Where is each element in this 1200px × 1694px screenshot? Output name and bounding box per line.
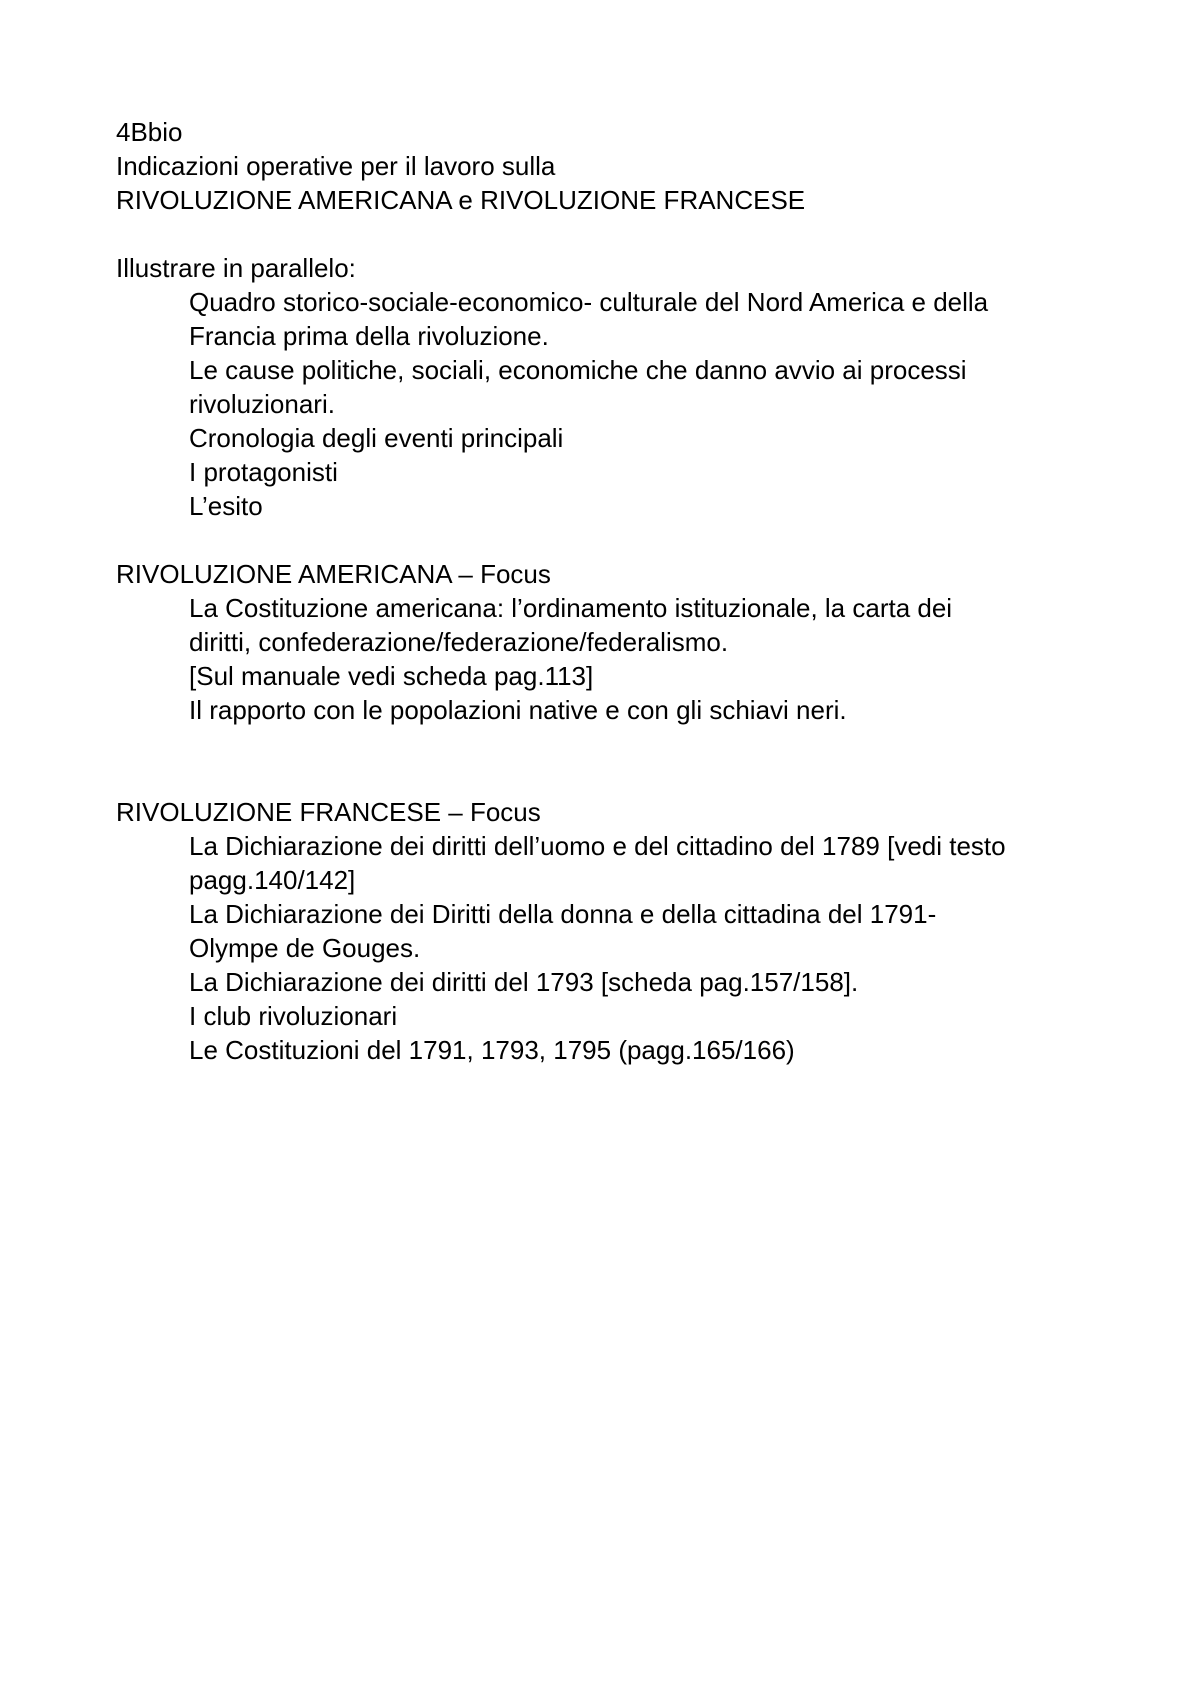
parallel-item-2-line-2: rivoluzionari. — [189, 389, 335, 419]
spacer — [116, 217, 1116, 251]
american-focus-list — [116, 591, 1116, 727]
french-item-2-line-1: La Dichiarazione dei Diritti della donna e della cittadina del 1791- — [189, 899, 937, 929]
american-focus-heading: RIVOLUZIONE AMERICANA – Focus — [116, 559, 551, 589]
parallel-heading: Illustrare in parallelo: — [116, 253, 356, 283]
parallel-item-1-line-1: Quadro storico-sociale-economico- culturale del Nord America e della — [189, 287, 989, 317]
french-item-4: I club rivoluzionari — [189, 1001, 398, 1031]
french-item-2-line-2: Olympe de Gouges. — [189, 933, 421, 963]
parallel-item-5: L’esito — [189, 491, 263, 521]
document-body — [116, 115, 1116, 1067]
american-item-1-line-2: diritti, confederazione/federazione/federalismo. — [189, 627, 729, 657]
french-focus-heading: RIVOLUZIONE FRANCESE – Focus — [116, 797, 541, 827]
american-item-1-line-1: La Costituzione americana: l’ordinamento istituzionale, la carta dei — [189, 593, 953, 623]
document-subtitle: Indicazioni operative per il lavoro sulla — [116, 151, 556, 181]
french-focus-list — [116, 829, 1116, 1067]
parallel-item-1-line-2: Francia prima della rivoluzione. — [189, 321, 549, 351]
parallel-item-3: Cronologia degli eventi principali — [189, 423, 564, 453]
parallel-item-2-line-1: Le cause politiche, sociali, economiche che danno avvio ai processi — [189, 355, 967, 385]
french-item-3: La Dichiarazione dei diritti del 1793 [scheda pag.157/158]. — [189, 967, 859, 997]
spacer — [116, 727, 1116, 795]
document-title: RIVOLUZIONE AMERICANA e RIVOLUZIONE FRANCESE — [116, 185, 806, 215]
parallel-list — [116, 285, 1116, 523]
parallel-item-4: I protagonisti — [189, 457, 338, 487]
american-item-3: Il rapporto con le popolazioni native e con gli schiavi neri. — [189, 695, 847, 725]
class-code: 4Bbio — [116, 117, 183, 147]
french-item-1-line-2: pagg.140/142] — [189, 865, 356, 895]
spacer — [116, 523, 1116, 557]
french-item-5: Le Costituzioni del 1791, 1793, 1795 (pagg.165/166) — [189, 1035, 795, 1065]
french-item-1-line-1: La Dichiarazione dei diritti dell’uomo e del cittadino del 1789 [vedi testo — [189, 831, 1006, 861]
american-item-2: [Sul manuale vedi scheda pag.113] — [189, 661, 594, 691]
